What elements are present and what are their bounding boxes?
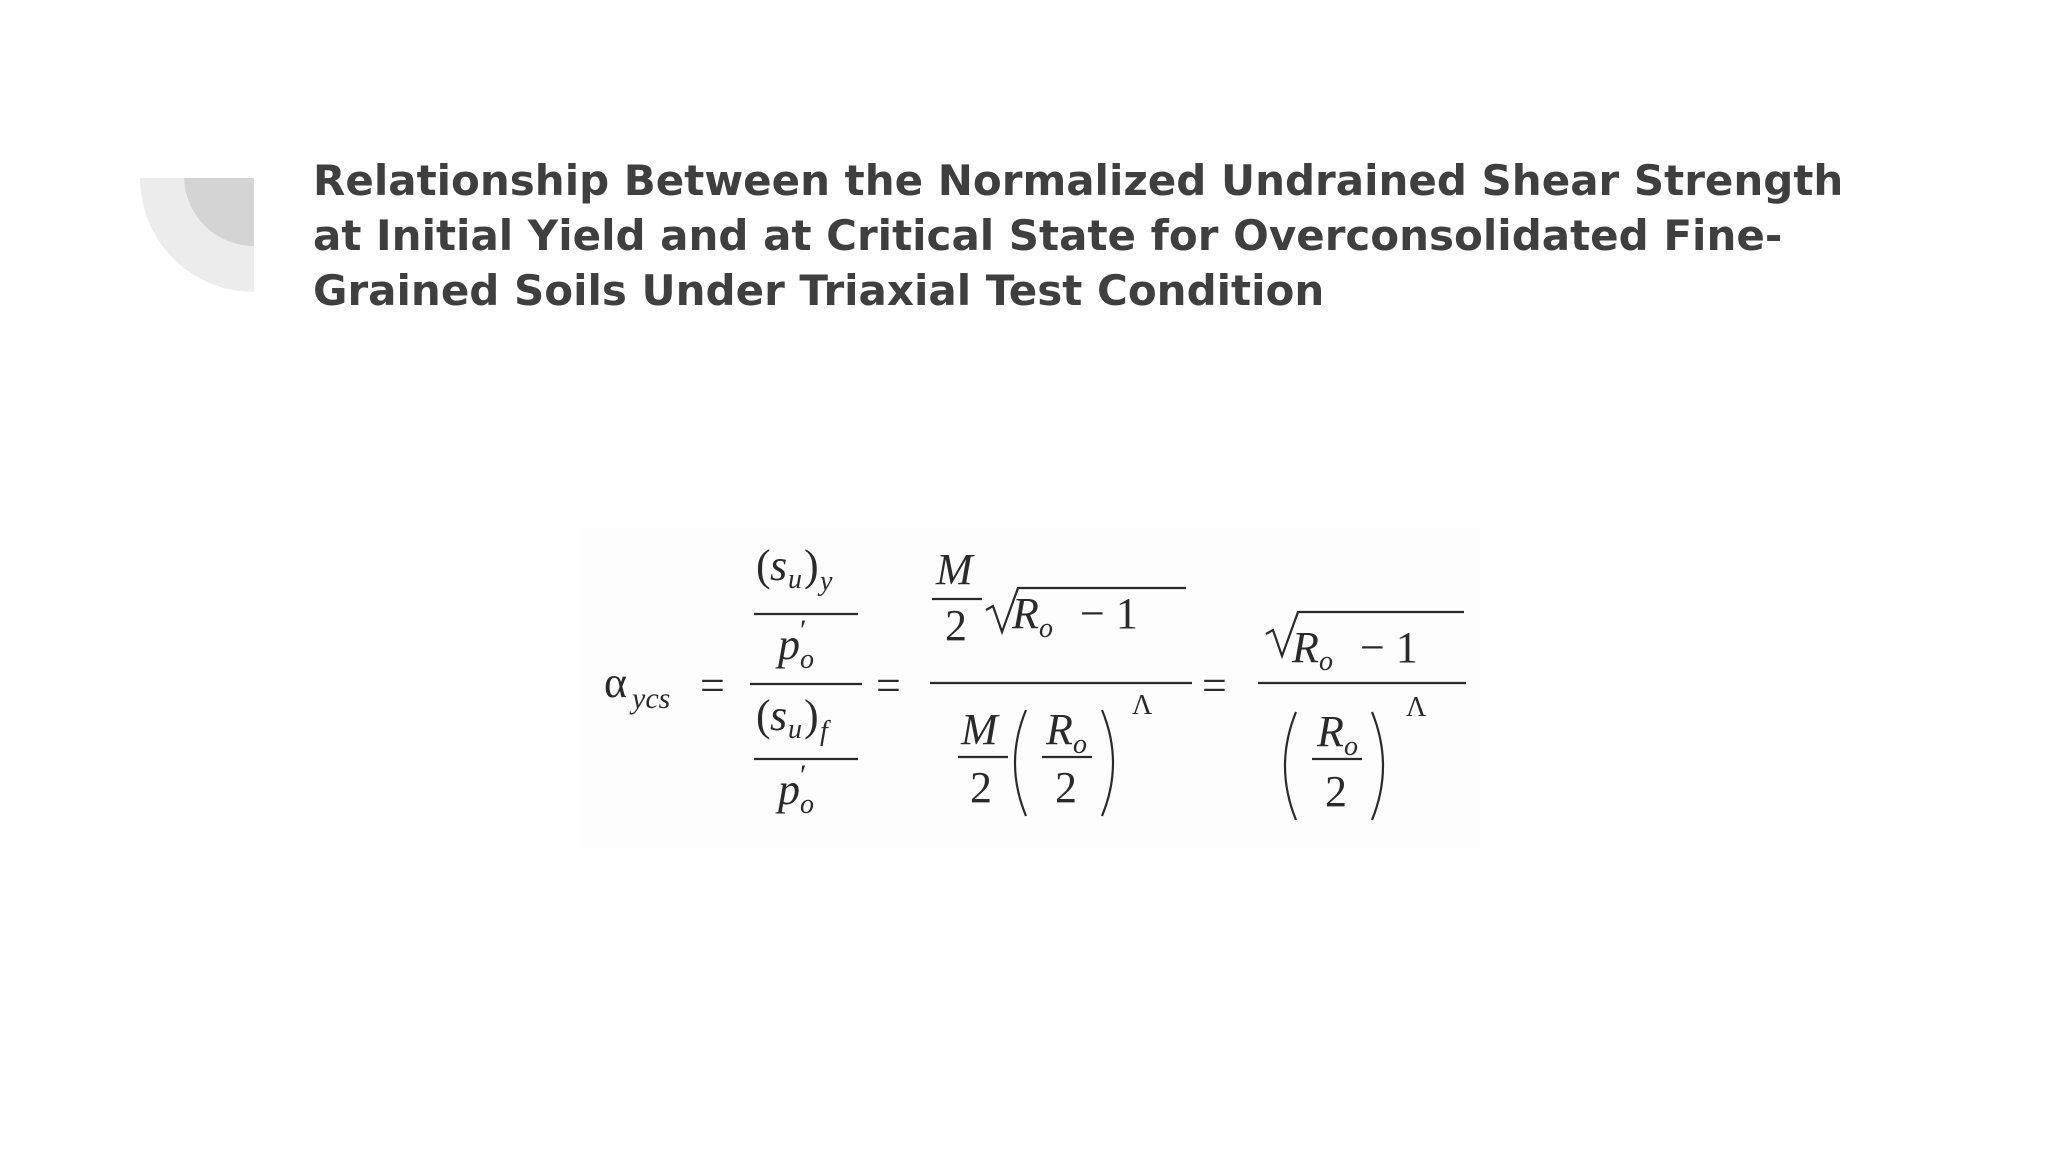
term1-o-1: o — [800, 644, 814, 675]
term2-right-big-paren — [1102, 710, 1113, 816]
term1-y-sub: y — [820, 566, 833, 597]
decorative-quarter-circle-icon — [140, 178, 254, 292]
equals-sign-1: = — [700, 661, 725, 710]
term1-p-2: p — [778, 765, 800, 814]
term2-M-den: M — [961, 705, 998, 754]
term2-o-sub: o — [1039, 613, 1053, 644]
term3-o-sub: o — [1319, 646, 1333, 677]
equation-formula — [580, 528, 1480, 848]
term2-o-sub-den: o — [1073, 729, 1087, 760]
equals-sign-2: = — [876, 661, 901, 710]
term1-rparen-2: ) — [804, 691, 819, 740]
term3-R-den: R — [1317, 707, 1344, 756]
alpha-subscript: ycs — [632, 682, 671, 715]
term3-R: R — [1292, 623, 1319, 672]
term2-left-big-paren — [1015, 710, 1026, 816]
term3-right-big-paren — [1372, 712, 1383, 820]
term2-2-ro-den: 2 — [1055, 763, 1077, 812]
term2-R: R — [1012, 589, 1039, 638]
term1-lparen-2: ( — [756, 691, 771, 740]
equation-image — [580, 528, 1480, 848]
term2-minus-one: − 1 — [1080, 589, 1138, 638]
term1-prime-1: ′ — [800, 614, 807, 647]
term3-o-sub-den: o — [1344, 731, 1358, 762]
term3-lambda-exponent: Λ — [1406, 692, 1427, 723]
term3-left-big-paren — [1285, 712, 1296, 820]
term1-u-2: u — [788, 714, 802, 745]
term2-R-den: R — [1046, 705, 1073, 754]
term1-lparen-1: ( — [756, 541, 771, 590]
term1-s-2: s — [770, 691, 788, 740]
equals-sign-3: = — [1202, 661, 1227, 710]
term2-lambda-exponent: Λ — [1132, 690, 1153, 721]
slide-title: Relationship Between the Normalized Undrained Shear Strength at Initial Yield and at Critical State for Overconsolidated Fine-Grained Soils Under Triaxial Test Condition — [313, 156, 1844, 315]
term1-o-2: o — [800, 789, 814, 820]
alpha-symbol: α — [604, 658, 628, 707]
term2-M-num: M — [936, 545, 973, 594]
term3-minus-one: − 1 — [1360, 623, 1418, 672]
term1-s-1: s — [770, 541, 788, 590]
term2-2-num: 2 — [945, 601, 967, 650]
term3-2-den: 2 — [1325, 767, 1347, 816]
term1-f-sub: f — [820, 716, 828, 747]
term1-rparen-1: ) — [804, 541, 819, 590]
term1-p-1: p — [778, 620, 800, 669]
term1-prime-2: ′ — [800, 759, 807, 792]
term2-2-den: 2 — [970, 763, 992, 812]
term1-u-1: u — [788, 564, 802, 595]
